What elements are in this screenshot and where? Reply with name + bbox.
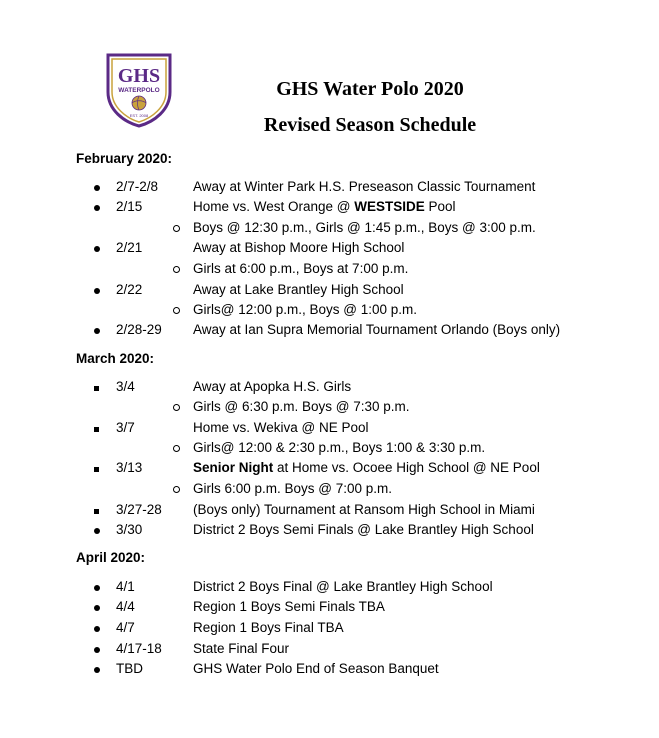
event-description: Away at Apopka H.S. Girls bbox=[193, 379, 352, 394]
schedule-item bbox=[0, 522, 659, 542]
dot-bullet-icon bbox=[94, 328, 100, 334]
schedule-item bbox=[0, 379, 659, 399]
schedule-item bbox=[0, 661, 659, 681]
schedule-item bbox=[0, 579, 659, 599]
dot-bullet-icon bbox=[94, 605, 100, 611]
event-date: 3/30 bbox=[116, 522, 143, 537]
document-subtitle: Revised Season Schedule bbox=[263, 114, 477, 136]
schedule-item bbox=[0, 199, 659, 219]
event-date: TBD bbox=[116, 661, 143, 676]
event-description: Away at Ian Supra Memorial Tournament Orlando (Boys only) bbox=[193, 322, 561, 337]
event-text: Home vs. West Orange @ bbox=[193, 199, 355, 214]
logo-subtitle: WATERPOLO bbox=[118, 87, 160, 94]
circle-bullet-icon bbox=[173, 445, 180, 452]
event-highlight: Senior Night bbox=[193, 460, 274, 475]
event-description: State Final Four bbox=[193, 641, 290, 656]
schedule-item bbox=[0, 420, 659, 440]
event-description: Girls 6:00 p.m. Boys @ 7:00 p.m. bbox=[193, 481, 393, 496]
schedule-subitem bbox=[0, 302, 659, 322]
event-date: 4/1 bbox=[116, 579, 135, 594]
square-bullet-icon bbox=[94, 427, 99, 432]
event-date: 3/7 bbox=[116, 420, 135, 435]
event-date: 3/27-28 bbox=[116, 502, 162, 517]
schedule-item bbox=[0, 620, 659, 640]
circle-bullet-icon bbox=[173, 404, 180, 411]
schedule-subitem bbox=[0, 220, 659, 240]
square-bullet-icon bbox=[94, 467, 99, 472]
section-heading: March 2020: bbox=[76, 351, 155, 366]
event-date: 2/15 bbox=[116, 199, 143, 214]
logo-est: EST. 2008 bbox=[129, 113, 149, 118]
dot-bullet-icon bbox=[94, 185, 100, 191]
square-bullet-icon bbox=[94, 509, 99, 514]
event-description: Girls at 6:00 p.m., Boys at 7:00 p.m. bbox=[193, 261, 409, 276]
event-description: Away at Bishop Moore High School bbox=[193, 240, 405, 255]
event-description: Girls@ 12:00 p.m., Boys @ 1:00 p.m. bbox=[193, 302, 417, 317]
section-heading: April 2020: bbox=[76, 550, 146, 565]
schedule-subitem bbox=[0, 481, 659, 501]
event-date: 4/7 bbox=[116, 620, 135, 635]
schedule-item bbox=[0, 599, 659, 619]
event-date: 3/4 bbox=[116, 379, 135, 394]
event-date: 2/22 bbox=[116, 282, 143, 297]
circle-bullet-icon bbox=[173, 486, 180, 493]
schedule-item bbox=[0, 282, 659, 302]
logo-letters: GHS bbox=[117, 65, 161, 87]
ghs-waterpolo-logo bbox=[104, 52, 174, 128]
square-bullet-icon bbox=[94, 386, 99, 391]
schedule-subitem bbox=[0, 399, 659, 419]
schedule-item bbox=[0, 502, 659, 522]
event-description: District 2 Boys Semi Finals @ Lake Brantley High School bbox=[193, 522, 534, 537]
schedule-item bbox=[0, 322, 659, 342]
schedule-item bbox=[0, 460, 659, 480]
dot-bullet-icon bbox=[94, 205, 100, 211]
circle-bullet-icon bbox=[173, 266, 180, 273]
event-description: Boys @ 12:30 p.m., Girls @ 1:45 p.m., Boys @ 3:00 p.m. bbox=[193, 220, 536, 235]
event-description: GHS Water Polo End of Season Banquet bbox=[193, 661, 439, 676]
event-description: Girls@ 12:00 & 2:30 p.m., Boys 1:00 & 3:30 p.m. bbox=[193, 440, 486, 455]
schedule-subitem bbox=[0, 261, 659, 281]
event-date: 4/17-18 bbox=[116, 641, 162, 656]
schedule-item bbox=[0, 179, 659, 199]
event-date: 3/13 bbox=[116, 460, 143, 475]
circle-bullet-icon bbox=[173, 307, 180, 314]
event-description: (Boys only) Tournament at Ransom High School in Miami bbox=[193, 502, 535, 517]
dot-bullet-icon bbox=[94, 647, 100, 653]
event-description: Region 1 Boys Semi Finals TBA bbox=[193, 599, 385, 614]
event-description: Away at Winter Park H.S. Preseason Classic Tournament bbox=[193, 179, 536, 194]
dot-bullet-icon bbox=[94, 288, 100, 294]
section-heading: February 2020: bbox=[76, 151, 173, 166]
event-description bbox=[193, 460, 540, 475]
event-description: Home vs. Wekiva @ NE Pool bbox=[193, 420, 369, 435]
circle-bullet-icon bbox=[173, 225, 180, 232]
event-highlight: WESTSIDE bbox=[354, 199, 425, 214]
event-description: Girls @ 6:30 p.m. Boys @ 7:30 p.m. bbox=[193, 399, 410, 414]
event-date: 2/7-2/8 bbox=[116, 179, 159, 194]
event-description: District 2 Boys Final @ Lake Brantley High School bbox=[193, 579, 493, 594]
event-date: 2/21 bbox=[116, 240, 143, 255]
dot-bullet-icon bbox=[94, 246, 100, 252]
schedule-subitem bbox=[0, 440, 659, 460]
schedule-item bbox=[0, 240, 659, 260]
event-description bbox=[193, 199, 456, 214]
document-title: GHS Water Polo 2020 bbox=[276, 78, 464, 100]
event-description: Region 1 Boys Final TBA bbox=[193, 620, 344, 635]
water-polo-ball-icon bbox=[132, 96, 146, 110]
dot-bullet-icon bbox=[94, 585, 100, 591]
event-date: 2/28-29 bbox=[116, 322, 162, 337]
event-description: Away at Lake Brantley High School bbox=[193, 282, 404, 297]
schedule-item bbox=[0, 641, 659, 661]
event-date: 4/4 bbox=[116, 599, 135, 614]
dot-bullet-icon bbox=[94, 528, 100, 534]
dot-bullet-icon bbox=[94, 626, 100, 632]
event-text: Pool bbox=[424, 199, 456, 214]
dot-bullet-icon bbox=[94, 667, 100, 673]
event-text: at Home vs. Ocoee High School @ NE Pool bbox=[273, 460, 540, 475]
